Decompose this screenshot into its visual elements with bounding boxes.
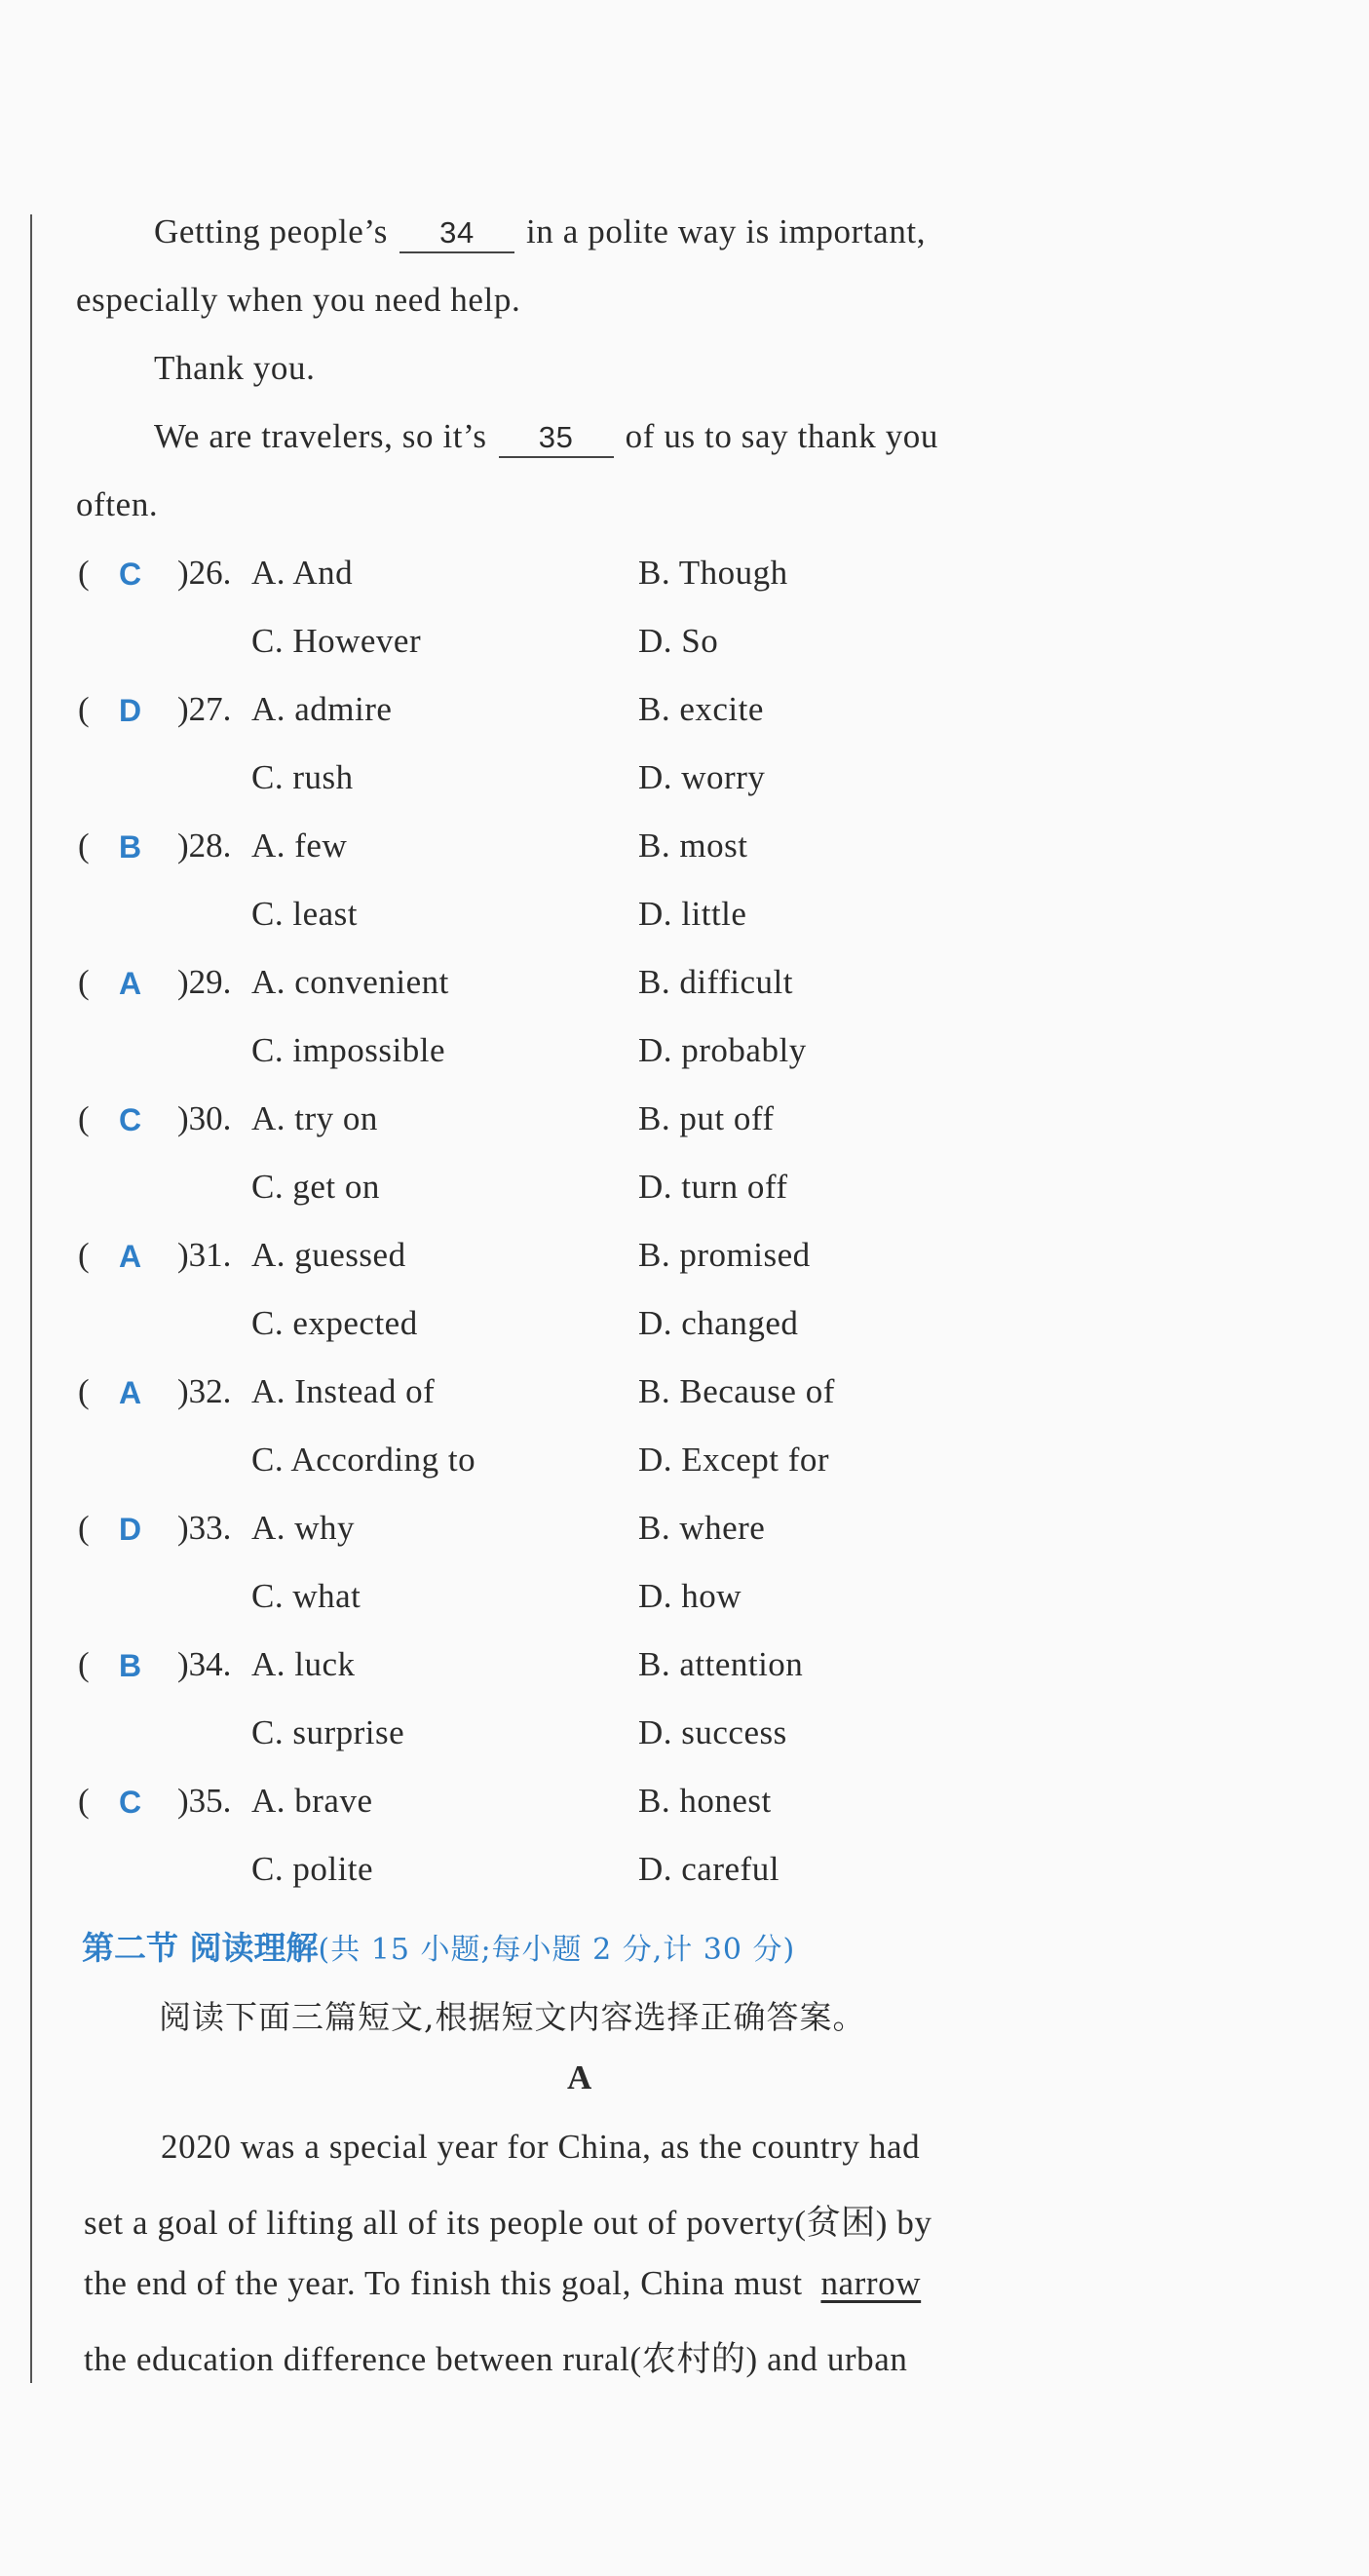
option-b: B. Because of xyxy=(638,1372,835,1410)
answer-paren: ( xyxy=(78,554,90,592)
passage-line: often. xyxy=(76,485,159,523)
answer-paren: ( xyxy=(78,690,90,728)
section-instruction: 阅读下面三篇短文,根据短文内容选择正确答案。 xyxy=(159,1998,866,2036)
section-title xyxy=(82,1923,795,1969)
option-d: D. So xyxy=(638,622,719,660)
option-d: D. how xyxy=(638,1577,742,1615)
passage-line: Thank you. xyxy=(154,349,316,387)
passage-text: of us to say thank you xyxy=(625,417,939,455)
option-c: C. expected xyxy=(251,1304,418,1342)
answer-paren: ( xyxy=(78,1099,90,1137)
option-a: A. convenient xyxy=(251,963,449,1001)
answer-paren: ( xyxy=(78,1509,90,1547)
question-number: )31. xyxy=(177,1236,232,1274)
answer-paren: ( xyxy=(78,1782,90,1820)
option-b: B. difficult xyxy=(638,963,793,1001)
answer-letter: A xyxy=(119,966,142,1001)
option-d: D. Except for xyxy=(638,1441,830,1479)
left-margin-rule xyxy=(30,214,32,2383)
option-c: C. surprise xyxy=(251,1713,405,1751)
option-d: D. turn off xyxy=(638,1168,788,1206)
answer-letter: C xyxy=(119,1785,142,1820)
answer-paren: ( xyxy=(78,1645,90,1683)
option-c: C. get on xyxy=(251,1168,380,1206)
question-number: )35. xyxy=(177,1782,232,1820)
question-number: )32. xyxy=(177,1372,232,1410)
option-a: A. brave xyxy=(251,1782,373,1820)
answer-letter: D xyxy=(119,1512,142,1547)
passage-a-line: set a goal of lifting all of its people out of poverty(贫困) by xyxy=(84,2204,932,2242)
option-a: A. why xyxy=(251,1509,356,1547)
passage-a-line xyxy=(84,2264,921,2303)
answer-paren: ( xyxy=(78,1236,90,1274)
passage-line xyxy=(154,417,938,458)
passage-label: A xyxy=(567,2058,592,2096)
option-b: B. promised xyxy=(638,1236,811,1274)
passage-line xyxy=(154,212,926,253)
section-scoring: (共 15 小题;每小题 2 分,计 30 分) xyxy=(318,1933,796,1967)
section-heading: 第二节 阅读理解 xyxy=(82,1929,319,1967)
option-c: C. polite xyxy=(251,1850,374,1888)
option-a: A. admire xyxy=(251,690,393,728)
answer-paren: ( xyxy=(78,963,90,1001)
option-d: D. little xyxy=(638,895,747,933)
option-c: C. However xyxy=(251,622,422,660)
option-d: D. careful xyxy=(638,1850,780,1888)
underlined-word: narrow xyxy=(820,2264,922,2302)
question-number: )30. xyxy=(177,1099,232,1137)
option-b: B. excite xyxy=(638,690,764,728)
option-d: D. success xyxy=(638,1713,787,1751)
answer-paren: ( xyxy=(78,827,90,865)
option-a: A. luck xyxy=(251,1645,356,1683)
answer-letter: B xyxy=(119,829,142,865)
passage-text: We are travelers, so it’s xyxy=(154,417,487,455)
option-b: B. most xyxy=(638,827,748,865)
passage-text: in a polite way is important, xyxy=(525,212,927,250)
answer-letter: A xyxy=(119,1239,142,1274)
option-c: C. impossible xyxy=(251,1031,446,1069)
option-a: A. few xyxy=(251,827,348,865)
answer-letter: B xyxy=(119,1648,142,1683)
answer-letter: C xyxy=(119,557,142,592)
option-c: C. least xyxy=(251,895,358,933)
passage-text: Getting people’s xyxy=(154,212,388,250)
answer-letter: C xyxy=(119,1102,142,1137)
answer-letter: D xyxy=(119,693,142,728)
option-a: A. guessed xyxy=(251,1236,406,1274)
question-number: )34. xyxy=(177,1645,232,1683)
option-a: A. And xyxy=(251,554,354,592)
question-number: )33. xyxy=(177,1509,232,1547)
answer-letter: A xyxy=(119,1375,142,1410)
question-number: )28. xyxy=(177,827,232,865)
option-a: A. try on xyxy=(251,1099,378,1137)
option-b: B. attention xyxy=(638,1645,804,1683)
passage-a-line: the education difference between rural(农村的) and urban xyxy=(84,2340,908,2378)
passage-a-line: 2020 was a special year for China, as the country had xyxy=(161,2128,921,2166)
option-d: D. worry xyxy=(638,758,766,796)
option-b: B. put off xyxy=(638,1099,775,1137)
question-number: )27. xyxy=(177,690,232,728)
option-c: C. rush xyxy=(251,758,354,796)
answer-paren: ( xyxy=(78,1372,90,1410)
option-a: A. Instead of xyxy=(251,1372,436,1410)
question-number: )29. xyxy=(177,963,232,1001)
option-c: C. According to xyxy=(251,1441,476,1479)
option-d: D. probably xyxy=(638,1031,807,1069)
blank-34: 34 xyxy=(399,216,514,253)
blank-35: 35 xyxy=(499,421,614,458)
option-b: B. where xyxy=(638,1509,766,1547)
option-b: B. Though xyxy=(638,554,788,592)
option-b: B. honest xyxy=(638,1782,772,1820)
option-c: C. what xyxy=(251,1577,361,1615)
passage-line: especially when you need help. xyxy=(76,281,521,319)
option-d: D. changed xyxy=(638,1304,799,1342)
question-number: )26. xyxy=(177,554,232,592)
passage-text: the end of the year. To finish this goal, China must xyxy=(84,2264,803,2302)
